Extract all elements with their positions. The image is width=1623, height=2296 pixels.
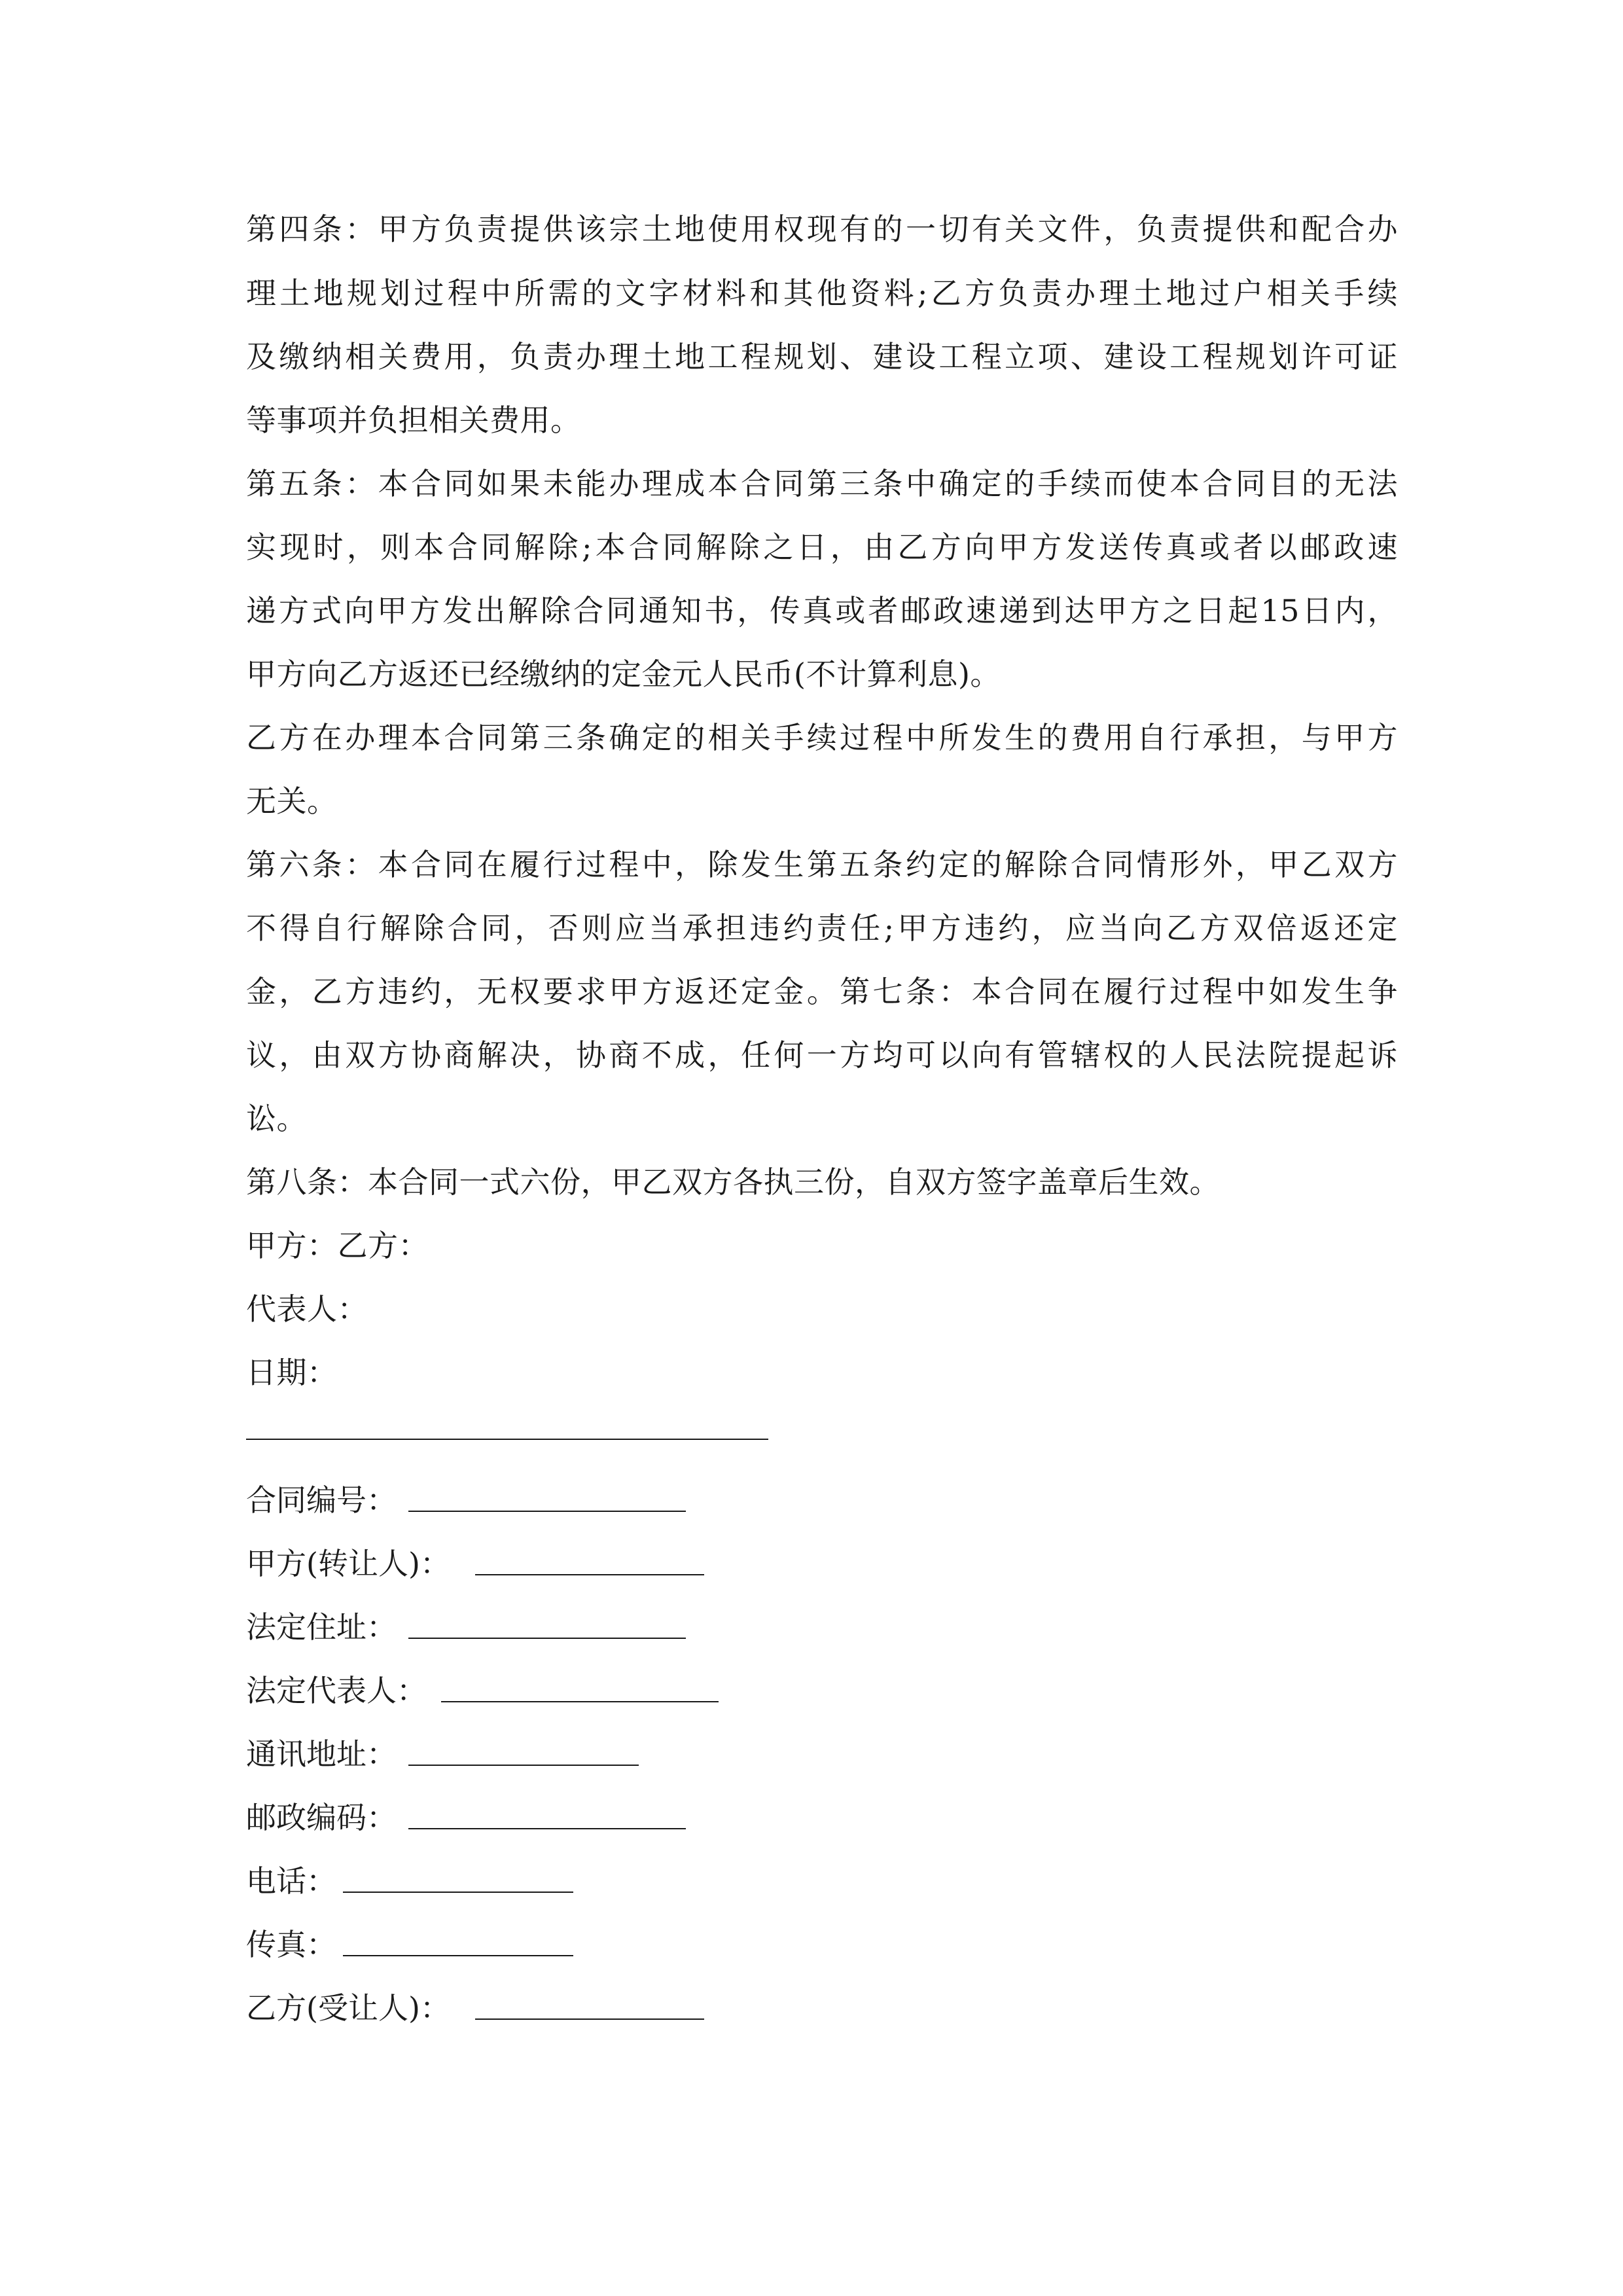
article4-line-1: 第四条：甲方负责提供该宗土地使用权现有的一切有关文件，负责提供和配合办 [246,211,1398,247]
article6-line-2: 不得自行解除合同，否则应当承担违约责任;甲方违约，应当向乙方双倍返还定 [246,910,1398,946]
phone-label: 电话： [246,1863,336,1899]
article6-line-3: 金，乙方违约，无权要求甲方返还定金。第七条：本合同在履行过程中如发生争 [246,974,1398,1009]
party-a-blank[interactable] [475,1544,704,1575]
article5-line-1: 第五条：本合同如果未能办理成本合同第三条中确定的手续而使本合同目的无法 [246,466,1398,501]
article6-line-5: 讼。 [246,1101,307,1136]
article5-line-3: 递方式向甲方发出解除合同通知书，传真或者邮政速递到达甲方之日起15日内， [246,593,1398,628]
party-a-label: 甲方(转让人)： [246,1546,450,1581]
party-b-blank[interactable] [475,1988,704,2020]
article5-note-line-1: 乙方在办理本合同第三条确定的相关手续过程中所发生的费用自行承担，与甲方 [246,720,1398,755]
fax-field[interactable] [246,1925,586,1964]
fax-blank[interactable] [343,1925,573,1956]
article6-line-1: 第六条：本合同在履行过程中，除发生第五条约定的解除合同情形外，甲乙双方 [246,847,1398,882]
legal-rep-blank[interactable] [441,1671,719,1702]
signature-date: 日期： [246,1355,338,1390]
article4-line-2: 理土地规划过程中所需的文字材料和其他资料;乙方负责办理土地过户相关手续 [246,276,1398,311]
postal-code-label: 邮政编码： [246,1800,397,1835]
legal-address-blank[interactable] [408,1607,686,1639]
party-a-field[interactable] [246,1544,717,1583]
postal-code-blank[interactable] [408,1798,686,1829]
section-divider [246,1439,768,1440]
phone-field[interactable] [246,1861,586,1901]
legal-address-field[interactable] [246,1607,691,1647]
signature-representative: 代表人： [246,1291,368,1327]
legal-address-label: 法定住址： [246,1609,397,1645]
postal-code-field[interactable] [246,1798,691,1837]
mail-address-field[interactable] [246,1734,645,1774]
article8-line: 第八条：本合同一式六份，甲乙双方各执三份，自双方签字盖章后生效。 [246,1164,1220,1200]
legal-rep-label: 法定代表人： [246,1673,427,1708]
phone-blank[interactable] [343,1861,573,1893]
party-b-label: 乙方(受让人)： [246,1990,450,2026]
contract-no-field[interactable] [246,1480,691,1520]
article4-line-3: 及缴纳相关费用，负责办理土地工程规划、建设工程立项、建设工程规划许可证 [246,339,1398,374]
fax-label: 传真： [246,1927,336,1962]
article5-line-2: 实现时，则本合同解除;本合同解除之日，由乙方向甲方发送传真或者以邮政速 [246,529,1398,565]
mail-address-blank[interactable] [408,1734,639,1766]
article6-line-4: 议，由双方协商解决，协商不成，任何一方均可以向有管辖权的人民法院提起诉 [246,1037,1398,1073]
signature-parties: 甲方：乙方： [246,1228,429,1263]
party-b-field[interactable] [246,1988,717,2028]
mail-address-label: 通讯地址： [246,1736,397,1772]
legal-rep-field[interactable] [246,1671,724,1710]
contract-no-blank[interactable] [408,1480,686,1512]
article5-line-4: 甲方向乙方返还已经缴纳的定金元人民币(不计算利息)。 [246,656,1001,692]
article5-note-line-2: 无关。 [246,783,338,819]
article4-line-4: 等事项并负担相关费用。 [246,403,581,438]
contract-no-label: 合同编号： [246,1482,397,1518]
